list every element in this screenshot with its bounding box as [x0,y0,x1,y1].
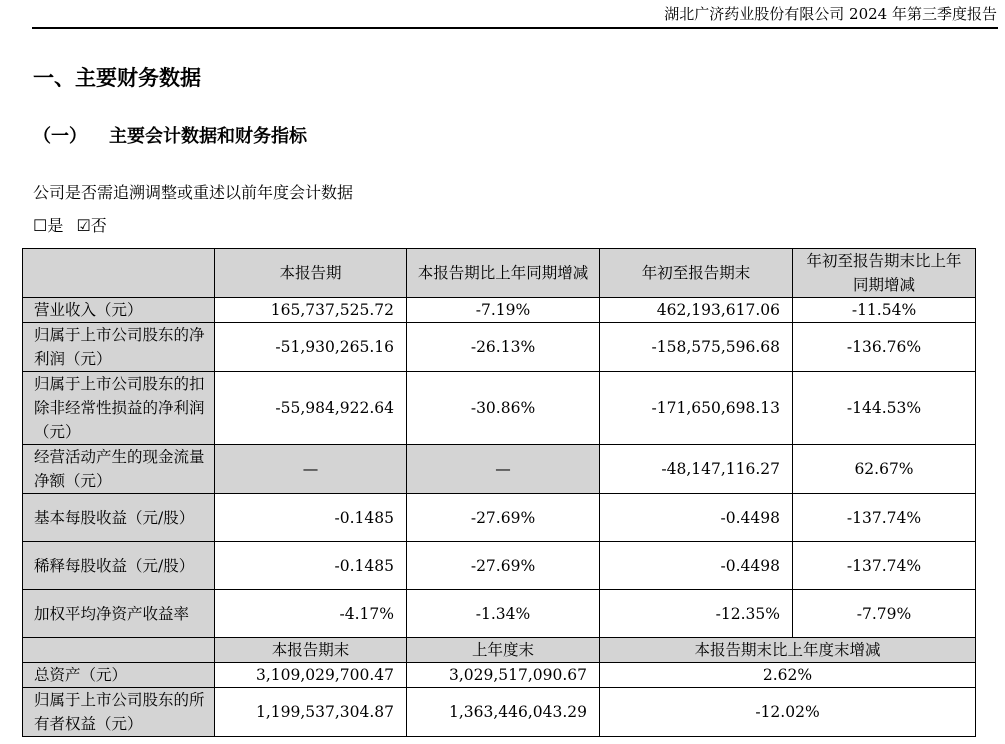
table-cell: 3,109,029,700.47 [215,663,407,688]
column-header: 本报告期末 [215,638,407,663]
table-cell: -4.17% [215,590,407,638]
table-cell: -0.1485 [215,542,407,590]
table-cell: -7.79% [793,590,976,638]
table-cell: 1,363,446,043.29 [407,688,600,737]
table-row [23,590,976,638]
table-cell: -0.4498 [600,542,793,590]
table-cell: -158,575,596.68 [600,323,793,372]
table-cell: 3,029,517,090.67 [407,663,600,688]
header-corner-cell [23,249,215,298]
checked-box-icon: ☑ [76,216,91,235]
option-yes [33,214,63,238]
table-cell: -0.1485 [215,494,407,542]
section-heading: 一、主要财务数据 [33,66,201,90]
column-header: 年初至报告期末比上年同期增减 [793,249,976,298]
table-cell: -137.74% [793,542,976,590]
table-cell: -48,147,116.27 [600,445,793,494]
option-yes-label: 是 [47,216,64,235]
table-cell: -144.53% [793,372,976,445]
row-label: 加权平均净资产收益率 [23,590,215,638]
row-label: 经营活动产生的现金流量净额（元） [23,445,215,494]
table-cell: -55,984,922.64 [215,372,407,445]
row-label: 归属于上市公司股东的扣除非经常性损益的净利润（元） [23,372,215,445]
restatement-choices [33,214,115,238]
table-row [23,494,976,542]
table-cell: -27.69% [407,542,600,590]
table-cell: 1,199,537,304.87 [215,688,407,737]
table-cell: 165,737,525.72 [215,298,407,323]
table-row [23,372,976,445]
header-rule [32,27,998,29]
table-cell: -12.35% [600,590,793,638]
restatement-question: 公司是否需追溯调整或重述以前年度会计数据 [33,183,354,202]
table-cell: -30.86% [407,372,600,445]
row-label: 基本每股收益（元/股） [23,494,215,542]
option-no-label: 否 [90,216,107,235]
table-cell: -11.54% [793,298,976,323]
table-subheader-row [23,638,976,663]
table-row [23,298,976,323]
table-cell: — [215,445,407,494]
table-header-row [23,249,976,298]
column-header: 年初至报告期末 [600,249,793,298]
header-corner-cell [23,638,215,663]
table-cell: -171,650,698.13 [600,372,793,445]
table-cell: -137.74% [793,494,976,542]
column-header: 上年度末 [407,638,600,663]
row-label: 营业收入（元） [23,298,215,323]
table-cell: 2.62% [600,663,976,688]
row-label: 总资产（元） [23,663,215,688]
column-header: 本报告期 [215,249,407,298]
table-cell: -12.02% [600,688,976,737]
table-cell: -1.34% [407,590,600,638]
table-cell: -27.69% [407,494,600,542]
row-label: 归属于上市公司股东的净利润（元） [23,323,215,372]
key-financial-data-table [22,248,976,737]
table-row [23,688,976,737]
table-cell: -136.76% [793,323,976,372]
table-row [23,663,976,688]
subsection-number: （一） [33,126,87,147]
table-cell: 462,193,617.06 [600,298,793,323]
subsection-title: 主要会计数据和财务指标 [109,126,307,147]
unchecked-box-icon: ☐ [33,216,48,235]
report-header-title: 湖北广济药业股份有限公司 2024 年第三季度报告 [664,5,997,23]
table-cell: -7.19% [407,298,600,323]
option-no [76,214,106,238]
table-row [23,542,976,590]
row-label: 稀释每股收益（元/股） [23,542,215,590]
table-cell: -51,930,265.16 [215,323,407,372]
table-cell: 62.67% [793,445,976,494]
row-label: 归属于上市公司股东的所有者权益（元） [23,688,215,737]
table-row [23,445,976,494]
subsection-heading [33,122,307,152]
table-cell: — [407,445,600,494]
table-cell: -26.13% [407,323,600,372]
column-header: 本报告期比上年同期增减 [407,249,600,298]
table-cell: -0.4498 [600,494,793,542]
table-row [23,323,976,372]
column-header: 本报告期末比上年度末增减 [600,638,976,663]
